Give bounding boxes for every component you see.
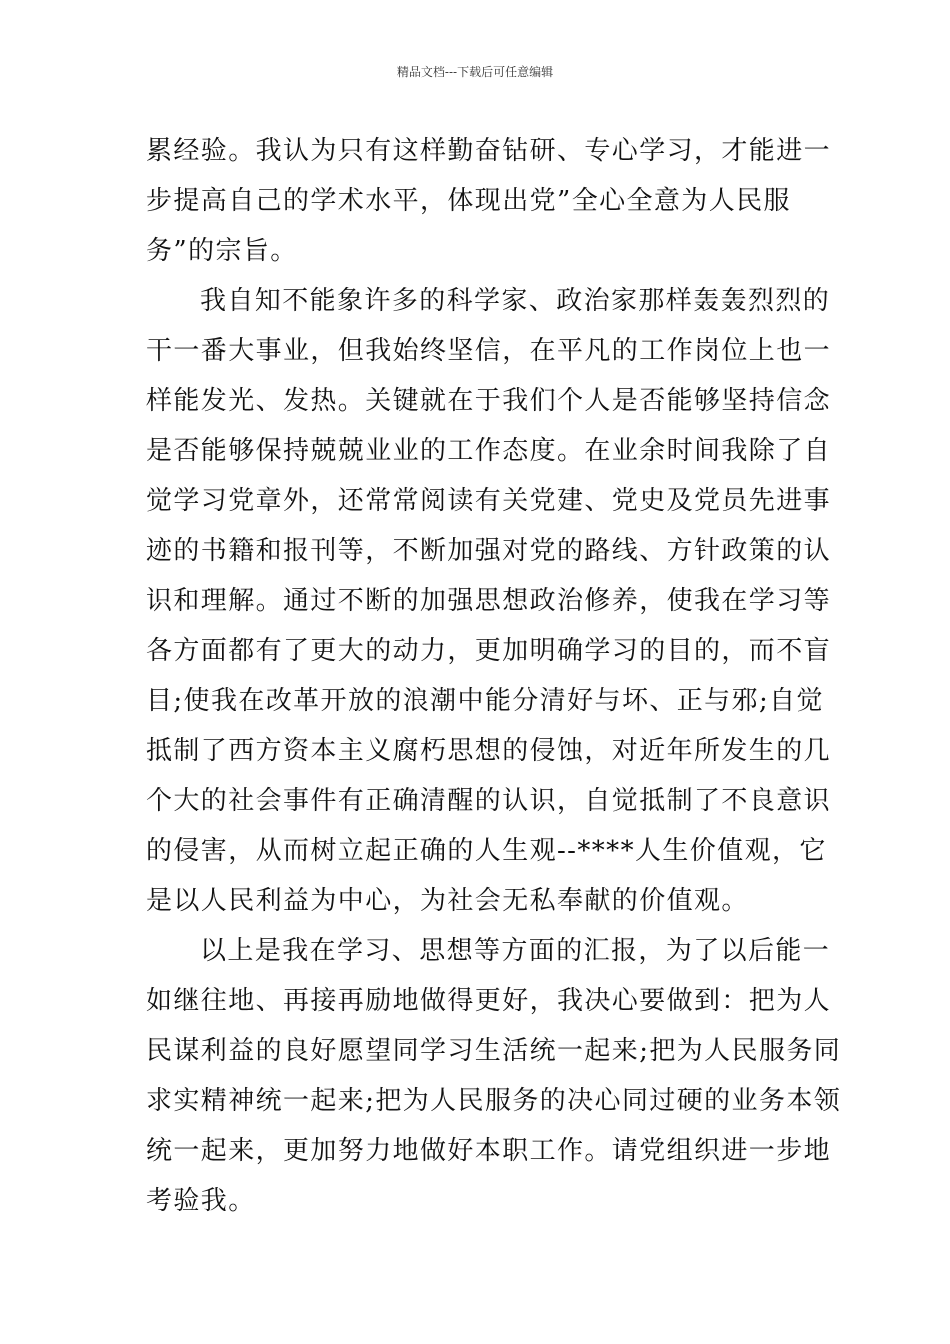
- body-text: [146, 126, 842, 1226]
- text-line: 抵制了西方资本主义腐朽思想的侵蚀，对近年所发生的几: [146, 736, 832, 766]
- text-line: 是否能够保持兢兢业业的工作态度。在业余时间我除了自: [146, 436, 832, 466]
- text-line-first: 我自知不能象许多的科学家、政治家那样轰轰烈烈的: [200, 286, 831, 316]
- text-line: 是以人民利益为中心，为社会无私奉献的价值观。: [146, 886, 749, 916]
- text-line: 识和理解。通过不断的加强思想政治修养，使我在学习等: [146, 586, 832, 616]
- text-line: 民谋利益的良好愿望同学习生活统一起来;把为人民服务同: [146, 1036, 842, 1066]
- page-header: 精品文档---下载后可任意编辑: [396, 65, 554, 79]
- text-line: 个大的社会事件有正确清醒的认识，自觉抵制了不良意识: [146, 786, 832, 816]
- text-line: 样能发光、发热。关键就在于我们个人是否能够坚持信念: [146, 386, 832, 416]
- text-line: 目;使我在改革开放的浪潮中能分清好与坏、正与邪;自觉: [146, 686, 824, 716]
- text-line: 求实精神统一起来;把为人民服务的决心同过硬的业务本领: [146, 1086, 842, 1116]
- text-line: 的侵害，从而树立起正确的人生观--****人生价值观，它: [146, 836, 827, 866]
- text-line: 干一番大事业，但我始终坚信，在平凡的工作岗位上也一: [146, 336, 832, 366]
- text-line: 觉学习党章外，还常常阅读有关党建、党史及党员先进事: [146, 486, 832, 516]
- text-line: 步提高自己的学术水平，体现出党”全心全意为人民服: [146, 186, 791, 216]
- text-line: 务”的宗旨。: [146, 236, 298, 266]
- text-line: 各方面都有了更大的动力，更加明确学习的目的，而不盲: [146, 636, 832, 666]
- paragraph-3: [146, 926, 842, 1226]
- text-line-first: 以上是我在学习、思想等方面的汇报，为了以后能一: [200, 936, 831, 966]
- text-line: 迹的书籍和报刊等，不断加强对党的路线、方针政策的认: [146, 536, 832, 566]
- paragraph-2: [146, 276, 832, 926]
- text-line: 如继往地、再接再励地做得更好，我决心要做到：把为人: [146, 986, 832, 1016]
- text-line: 统一起来，更加努力地做好本职工作。请党组织进一步地: [146, 1136, 832, 1166]
- text-line: 累经验。我认为只有这样勤奋钻研、专心学习，才能进一: [146, 136, 832, 166]
- paragraph-1: [146, 126, 832, 276]
- text-line: 考验我。: [146, 1186, 256, 1216]
